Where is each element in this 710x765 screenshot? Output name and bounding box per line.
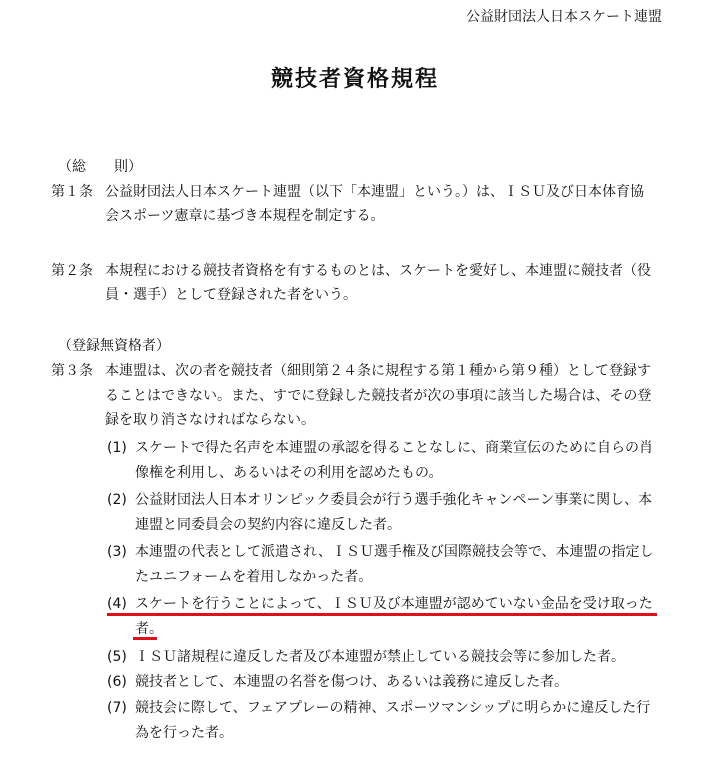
item-2-line: 公益財団法人日本オリンピック委員会が行う選手強化キャンペーン事業に関し、本 [135, 492, 653, 508]
item-3-line: 本連盟の代表として派遣され、ＩＳＵ選手権及び国際競技会等で、本連盟の指定し [135, 544, 654, 560]
article-2-line: 本規程における競技者資格を有するものとは、スケートを愛好し、本連盟に競技者（役 [105, 263, 651, 279]
item-1-line: スケートで得た名声を本連盟の承認を得ることなしに、商業宣伝のために自らの肖 [135, 440, 653, 456]
section-heading-registration: （登録無資格者） [58, 338, 170, 354]
red-highlight-underline [107, 613, 657, 616]
item-4-line: 者。 [135, 621, 163, 637]
item-1-line: 像権を利用し、あるいはその利用を認めたもの。 [135, 465, 443, 481]
document-title: 競技者資格規程 [270, 67, 439, 92]
organization-name: 公益財団法人日本スケート連盟 [466, 9, 662, 25]
item-4-line: スケートを行うことによって、ＩＳＵ及び本連盟が認めていない金品を受け取った [135, 596, 653, 612]
item-6-line: 競技者として、本連盟の名誉を傷つけ、あるいは義務に違反した者。 [135, 674, 569, 690]
article-1-number: 第１条 [51, 184, 93, 200]
item-3-number: (3) [107, 544, 127, 560]
article-1-line: 会スポーツ憲章に基づき本規程を制定する。 [105, 208, 385, 224]
section-heading-general: （総 則） [58, 159, 142, 175]
article-2-number: 第２条 [51, 263, 93, 279]
item-6-number: (6) [107, 674, 127, 690]
item-2-number: (2) [107, 492, 127, 508]
item-7-line: 競技会に際して、フェアプレーの精神、スポーツマンシップに明らかに違反した行 [135, 700, 651, 716]
article-1-line: 公益財団法人日本スケート連盟（以下「本連盟」という。）は、ＩＳＵ及び日本体育協 [105, 184, 644, 200]
item-2-line: 連盟と同委員会の契約内容に違反した者。 [135, 517, 401, 533]
article-3-line: 録を取り消さなければならない。 [105, 412, 315, 428]
item-5-number: (5) [107, 649, 127, 665]
item-4-number: (4) [107, 596, 127, 612]
article-3-number: 第３条 [51, 363, 93, 379]
article-3-line: 本連盟は、次の者を競技者（細則第２４条に規程する第１種から第９種）として登録す [105, 363, 651, 379]
article-2-line: 員・選手）として登録された者をいう。 [105, 287, 357, 303]
item-3-line: たユニフォームを着用しなかった者。 [135, 569, 373, 585]
item-7-line: 為を行った者。 [135, 725, 233, 741]
item-1-number: (1) [107, 440, 127, 456]
red-highlight-underline [133, 637, 157, 640]
article-3-line: ることはできない。また、すでに登録した競技者が次の事項に該当した場合は、その登 [105, 388, 652, 404]
item-5-line: ＩＳＵ諸規程に違反した者及び本連盟が禁止している競技会等に参加した者。 [135, 649, 625, 665]
item-7-number: (7) [107, 700, 127, 716]
